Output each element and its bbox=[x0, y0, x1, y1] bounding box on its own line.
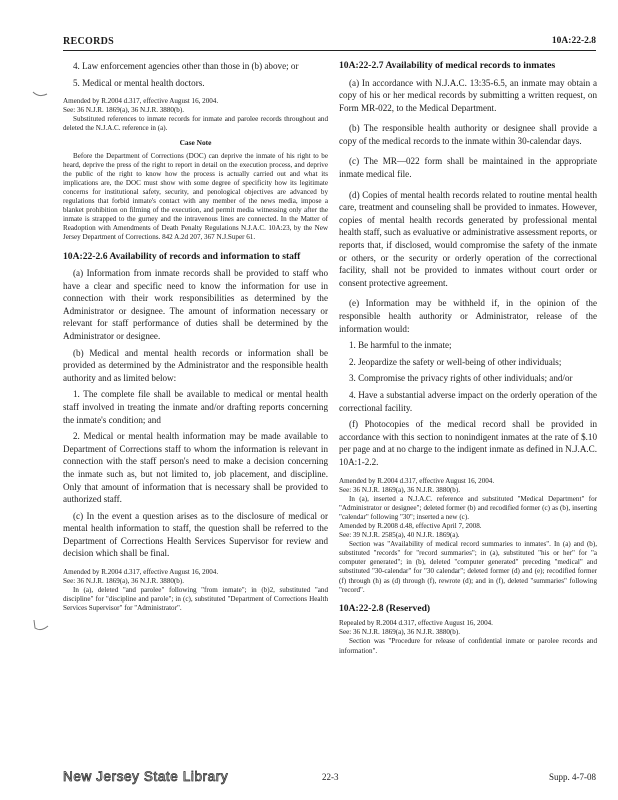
running-header bbox=[63, 36, 596, 51]
amendment-note: See: 36 N.J.R. 1869(a), 36 N.J.R. 3880(b). bbox=[63, 106, 184, 115]
pencil-mark-icon bbox=[31, 618, 51, 634]
paragraph: (b) The responsible health authority or designee shall provide a copy of the medical records to the inmate within 30-calendar days. bbox=[339, 123, 597, 146]
amendment-note: Amended by R.2004 d.317, effective August 16, 2004. bbox=[63, 568, 219, 577]
amendment-note: Repealed by R.2004 d.317, effective August 16, 2004. bbox=[339, 619, 493, 628]
amendment-note: Amended by R.2004 d.317, effective August 16, 2004. bbox=[63, 97, 219, 106]
page-footer bbox=[63, 771, 596, 785]
amendment-note: Substituted references to inmate records for inmate and parolee records throughout and deleted the N.J.A.C. reference in (a). bbox=[63, 115, 328, 133]
amendment-note: Amended by R.2008 d.48, effective April 7, 2008. bbox=[339, 522, 482, 530]
amendment-note: See: 36 N.J.R. 1869(a), 36 N.J.R. 3880(b). bbox=[339, 485, 460, 494]
paragraph: (a) Information from inmate records shall be provided to staff who have a clear and specific need to know the information for use in connection with their work responsibilities as determined by the Administrator or designee. The amount of information necessary or relevant for staff performance of duties shall be determined by the Administrator or designee. bbox=[63, 268, 328, 341]
list-item: 2. Medical or mental health information may be made available to Department of Corrections staff to whom the information is relevant in connection with the staff person's need to make a decision concerning the inmate such as, but not limited to, job placement, and discipline. Only that amount of information that is necessary shall be provided to authorized staff. bbox=[63, 431, 328, 505]
list-item: 1. The complete file shall be available to medical or mental health staff involved in treating the inmate and/or drafting reports concerning the inmate's condition; and bbox=[63, 389, 328, 425]
pencil-mark-icon bbox=[31, 88, 51, 104]
list-item: 3. Compromise the privacy rights of other individuals; and/or bbox=[349, 373, 573, 384]
amendment-note: In (a), deleted "and parolee" following "from inmate"; in (b)2, substituted "and discipline" for "discipline and parole"; in (c), substituted "Department of Corrections Health Services Supervisor" for "Administrator". bbox=[63, 586, 328, 613]
paragraph: (e) Information may be withheld if, in the opinion of the responsible health authority or Administrator, release of the information would: bbox=[339, 298, 597, 334]
amendment-note: Amended by R.2004 d.317, effective August 16, 2004. bbox=[339, 476, 495, 485]
list-item: 2. Jeopardize the safety or well-being of other individuals; bbox=[349, 356, 562, 367]
list-item: 4. Have a substantial adverse impact on the orderly operation of the correctional facility. bbox=[339, 389, 597, 413]
case-note-text: Before the Department of Corrections (DOC) can deprive the inmate of his right to be heard, deprive the press of the right to report in detail on the execution process, and deprive the public of the right to know how the process is actually carried out and what its implications are, the DOC must show with some degree of specificity how its legitimate concerns for institutional safety, security, and penological objectives are advanced by regulations that forbid inmate's contact with any member of the news media, impose a blanket prohibition on filming of the execution, and permit media witnessing only after the inmate is strapped to the gurney and the intravenous lines are connected. In the Matter of Readoption with Amendments of Death Penalty Regulations N.J.A.C. 10A:23, by the New Jersey Department of Corrections. 842 A.2d 207, 367 N.J.Super 61. bbox=[63, 151, 328, 242]
paragraph: (d) Copies of mental health records related to routine mental health care, treatment and counseling shall be provided to inmates. However, copies of mental health records generated by professional mental health staff, such as evaluative or administrative assessment reports, or reports that, if disclosed, would compromise the safety of the inmate or others, or the security or orderly operation of the correctional facility, shall not be provided to inmates without court order or consent protective agreement. bbox=[339, 189, 597, 288]
list-item: 4. Law enforcement agencies other than those in (b) above; or bbox=[73, 61, 299, 71]
header-section: 10A:22-2.8 bbox=[551, 36, 596, 46]
amendment-note: See: 36 N.J.R. 1869(a), 36 N.J.R. 3880(b). bbox=[339, 628, 460, 637]
section-heading: 10A:22-2.8 (Reserved) bbox=[339, 602, 431, 614]
section-heading: 10A:22-2.6 Availability of records and information to staff bbox=[63, 250, 301, 262]
case-note-title: Case Note bbox=[179, 137, 212, 147]
page-number: 22-3 bbox=[322, 772, 339, 782]
right-column bbox=[339, 60, 597, 656]
list-item: 5. Medical or mental health doctors. bbox=[73, 77, 205, 88]
left-column bbox=[63, 60, 328, 614]
amendment-note: See: 36 N.J.R. 1869(a), 36 N.J.R. 3880(b). bbox=[63, 577, 184, 586]
amendment-note: In (a), inserted a N.J.A.C. reference and substituted "Medical Department" for "Administrator or designee"; deleted former (b) and recodified former (c) as (b), inserting "calendar" following "30"; inserted a new (c). bbox=[339, 494, 597, 521]
library-watermark: New Jersey State Library bbox=[63, 769, 229, 784]
paragraph: (b) Medical and mental health records or information shall be provided as determined by the Administrator and the responsible health authority and as limited below: bbox=[63, 347, 328, 383]
paragraph: (a) In accordance with N.J.A.C. 13:35-6.5, an inmate may obtain a copy of his or her medical records by submitting a written request, on Form MR-022, to the Medical Department. bbox=[339, 77, 597, 113]
amendment-note: Section was "Availability of medical record summaries to inmates". In (a) and (b), substituted "records" for "record summaries"; in (a), substituted "his or her" for "a computer generated"; in (b), deleted "computer generated" preceding "medical" and substituted "30-calendar" for "30 calendar"; deleted former (d) and (e); recodified former (f) through (h) as (d) through (f), rewrote (d); and in (f), deleted "summaries" following "record". bbox=[339, 540, 597, 594]
header-title: RECORDS bbox=[63, 36, 114, 47]
section-heading: 10A:22-2.7 Availability of medical records to inmates bbox=[339, 60, 556, 71]
amendment-note: Section was "Procedure for release of confidential inmate or parolee records and information". bbox=[339, 637, 597, 655]
amendment-note: See: 39 N.J.R. 2585(a), 40 N.J.R. 1869(a). bbox=[339, 531, 460, 540]
paragraph: (f) Photocopies of the medical record shall be provided in accordance with this section to nonindigent inmates at the rate of $.10 per page and at no charge to the indigent inmate as defined in N.J.A.C. 10A:1-2.2. bbox=[339, 419, 597, 467]
paragraph: (c) In the event a question arises as to the disclosure of medical or mental health information to staff, the question shall be referred to the Department of Corrections Health Services Supervisor for review and decision which shall be final. bbox=[63, 510, 328, 559]
supplement-date: Supp. 4-7-08 bbox=[549, 772, 596, 782]
paragraph: (c) The MR—022 form shall be maintained in the appropriate inmate medical file. bbox=[339, 156, 597, 180]
list-item: 1. Be harmful to the inmate; bbox=[349, 340, 452, 351]
